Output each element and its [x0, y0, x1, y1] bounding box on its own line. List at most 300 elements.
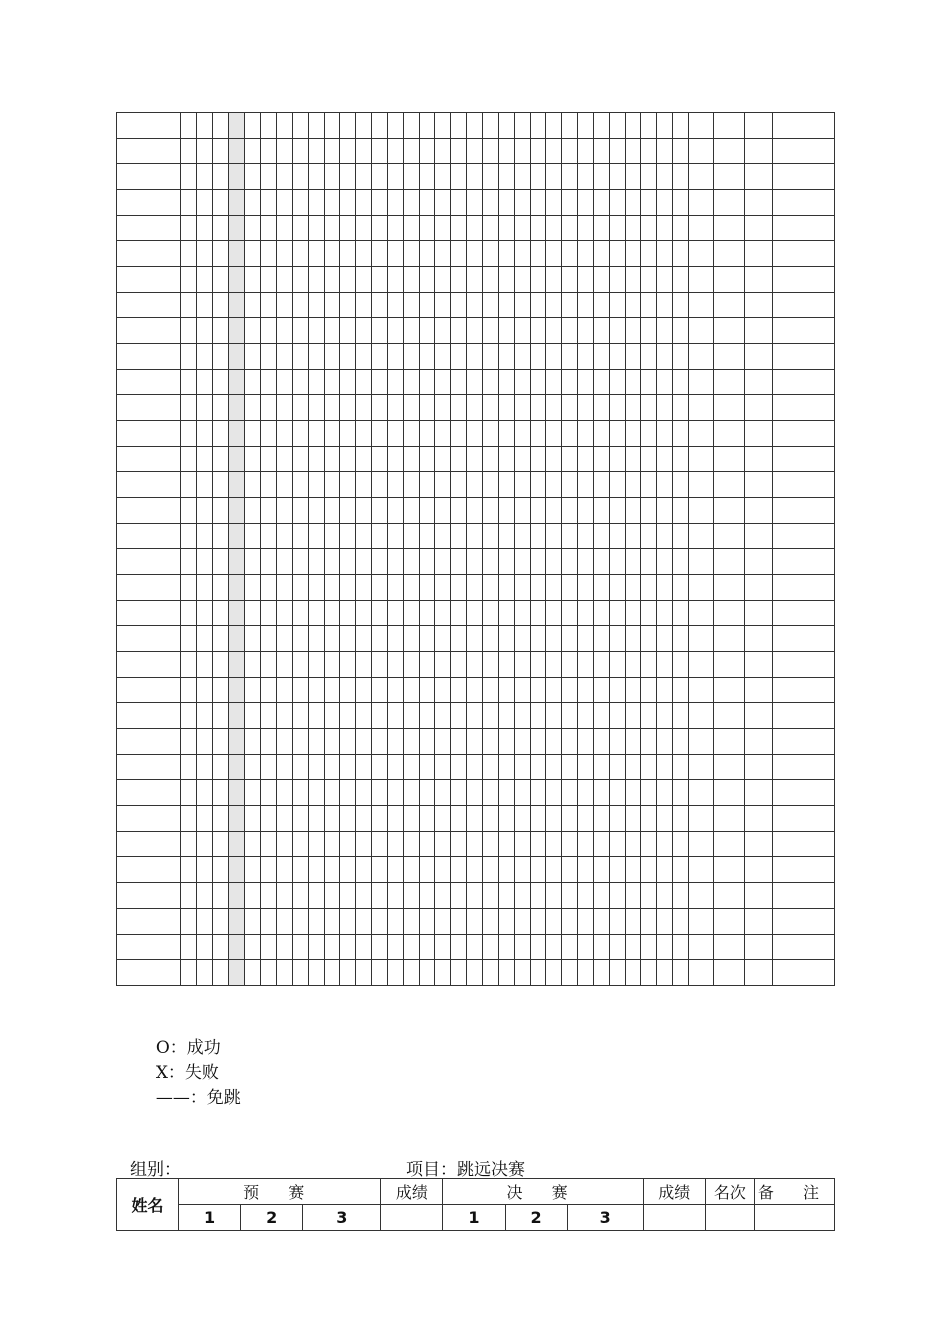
grid-cell[interactable]: [356, 498, 372, 524]
grid-cell[interactable]: [546, 113, 562, 139]
grid-cell[interactable]: [578, 626, 594, 652]
grid-cell[interactable]: [228, 754, 244, 780]
grid-cell[interactable]: [435, 215, 451, 241]
grid-cell[interactable]: [713, 883, 745, 909]
grid-cell[interactable]: [213, 831, 229, 857]
grid-cell[interactable]: [228, 421, 244, 447]
grid-cell[interactable]: [530, 600, 546, 626]
grid-cell[interactable]: [562, 754, 578, 780]
grid-cell[interactable]: [356, 703, 372, 729]
grid-cell[interactable]: [117, 395, 181, 421]
grid-cell[interactable]: [578, 369, 594, 395]
grid-cell[interactable]: [641, 523, 657, 549]
grid-cell[interactable]: [292, 190, 308, 216]
grid-cell[interactable]: [773, 960, 835, 986]
grid-cell[interactable]: [324, 369, 340, 395]
grid-cell[interactable]: [308, 395, 324, 421]
grid-cell[interactable]: [593, 523, 609, 549]
grid-cell[interactable]: [482, 421, 498, 447]
grid-cell[interactable]: [372, 267, 388, 293]
grid-cell[interactable]: [673, 780, 689, 806]
grid-cell[interactable]: [340, 292, 356, 318]
grid-cell[interactable]: [181, 241, 197, 267]
grid-cell[interactable]: [578, 934, 594, 960]
grid-cell[interactable]: [292, 241, 308, 267]
grid-cell[interactable]: [773, 523, 835, 549]
grid-cell[interactable]: [277, 857, 293, 883]
grid-cell[interactable]: [546, 395, 562, 421]
grid-cell[interactable]: [181, 138, 197, 164]
grid-cell[interactable]: [530, 523, 546, 549]
grid-cell[interactable]: [181, 421, 197, 447]
grid-cell[interactable]: [745, 575, 773, 601]
grid-cell[interactable]: [641, 113, 657, 139]
grid-cell[interactable]: [657, 498, 673, 524]
grid-cell[interactable]: [688, 215, 713, 241]
grid-cell[interactable]: [578, 113, 594, 139]
grid-cell[interactable]: [403, 369, 419, 395]
grid-cell[interactable]: [435, 831, 451, 857]
grid-cell[interactable]: [593, 780, 609, 806]
grid-cell[interactable]: [197, 703, 213, 729]
grid-cell[interactable]: [261, 857, 277, 883]
grid-cell[interactable]: [261, 652, 277, 678]
grid-cell[interactable]: [451, 446, 467, 472]
grid-cell[interactable]: [356, 677, 372, 703]
grid-cell[interactable]: [657, 883, 673, 909]
grid-cell[interactable]: [773, 241, 835, 267]
grid-cell[interactable]: [514, 164, 530, 190]
grid-cell[interactable]: [324, 113, 340, 139]
grid-cell[interactable]: [514, 138, 530, 164]
grid-cell[interactable]: [641, 267, 657, 293]
grid-cell[interactable]: [546, 831, 562, 857]
grid-cell[interactable]: [245, 652, 261, 678]
grid-cell[interactable]: [773, 652, 835, 678]
grid-cell[interactable]: [435, 677, 451, 703]
grid-cell[interactable]: [435, 600, 451, 626]
grid-cell[interactable]: [773, 498, 835, 524]
grid-cell[interactable]: [419, 369, 435, 395]
grid-cell[interactable]: [277, 549, 293, 575]
grid-cell[interactable]: [117, 908, 181, 934]
grid-cell[interactable]: [578, 215, 594, 241]
grid-cell[interactable]: [308, 883, 324, 909]
grid-cell[interactable]: [498, 600, 514, 626]
grid-cell[interactable]: [688, 344, 713, 370]
grid-cell[interactable]: [387, 421, 403, 447]
grid-cell[interactable]: [197, 369, 213, 395]
grid-cell[interactable]: [181, 369, 197, 395]
grid-cell[interactable]: [324, 190, 340, 216]
grid-cell[interactable]: [435, 164, 451, 190]
grid-cell[interactable]: [609, 626, 625, 652]
grid-cell[interactable]: [530, 908, 546, 934]
grid-cell[interactable]: [292, 754, 308, 780]
grid-cell[interactable]: [546, 523, 562, 549]
grid-cell[interactable]: [403, 703, 419, 729]
grid-cell[interactable]: [593, 908, 609, 934]
grid-cell[interactable]: [419, 113, 435, 139]
grid-cell[interactable]: [673, 549, 689, 575]
grid-cell[interactable]: [324, 523, 340, 549]
grid-cell[interactable]: [213, 267, 229, 293]
grid-cell[interactable]: [308, 369, 324, 395]
grid-cell[interactable]: [482, 652, 498, 678]
grid-cell[interactable]: [546, 241, 562, 267]
grid-cell[interactable]: [514, 677, 530, 703]
grid-cell[interactable]: [514, 831, 530, 857]
grid-cell[interactable]: [213, 729, 229, 755]
grid-cell[interactable]: [403, 754, 419, 780]
grid-cell[interactable]: [773, 831, 835, 857]
grid-cell[interactable]: [562, 857, 578, 883]
grid-cell[interactable]: [578, 421, 594, 447]
grid-cell[interactable]: [324, 138, 340, 164]
grid-cell[interactable]: [451, 292, 467, 318]
grid-cell[interactable]: [578, 703, 594, 729]
grid-cell[interactable]: [514, 318, 530, 344]
grid-cell[interactable]: [773, 421, 835, 447]
grid-cell[interactable]: [213, 292, 229, 318]
grid-cell[interactable]: [308, 267, 324, 293]
grid-cell[interactable]: [593, 549, 609, 575]
grid-cell[interactable]: [641, 215, 657, 241]
grid-cell[interactable]: [261, 421, 277, 447]
grid-cell[interactable]: [261, 472, 277, 498]
grid-cell[interactable]: [657, 215, 673, 241]
grid-cell[interactable]: [340, 600, 356, 626]
grid-cell[interactable]: [324, 395, 340, 421]
grid-cell[interactable]: [356, 831, 372, 857]
grid-cell[interactable]: [419, 626, 435, 652]
grid-cell[interactable]: [324, 883, 340, 909]
grid-cell[interactable]: [467, 831, 483, 857]
grid-cell[interactable]: [609, 190, 625, 216]
grid-cell[interactable]: [530, 703, 546, 729]
grid-cell[interactable]: [546, 369, 562, 395]
grid-cell[interactable]: [228, 241, 244, 267]
grid-cell[interactable]: [482, 498, 498, 524]
grid-cell[interactable]: [562, 729, 578, 755]
grid-cell[interactable]: [213, 703, 229, 729]
grid-cell[interactable]: [578, 908, 594, 934]
grid-cell[interactable]: [641, 754, 657, 780]
grid-cell[interactable]: [451, 215, 467, 241]
grid-cell[interactable]: [451, 190, 467, 216]
grid-cell[interactable]: [482, 883, 498, 909]
grid-cell[interactable]: [228, 652, 244, 678]
grid-cell[interactable]: [277, 446, 293, 472]
grid-cell[interactable]: [213, 677, 229, 703]
grid-cell[interactable]: [435, 652, 451, 678]
grid-cell[interactable]: [641, 729, 657, 755]
grid-cell[interactable]: [277, 523, 293, 549]
grid-cell[interactable]: [482, 857, 498, 883]
grid-cell[interactable]: [435, 344, 451, 370]
grid-cell[interactable]: [403, 934, 419, 960]
grid-cell[interactable]: [625, 600, 641, 626]
grid-cell[interactable]: [625, 883, 641, 909]
grid-cell[interactable]: [467, 754, 483, 780]
grid-cell[interactable]: [403, 831, 419, 857]
grid-cell[interactable]: [482, 600, 498, 626]
grid-cell[interactable]: [356, 164, 372, 190]
grid-cell[interactable]: [451, 421, 467, 447]
grid-cell[interactable]: [593, 703, 609, 729]
grid-cell[interactable]: [356, 318, 372, 344]
grid-cell[interactable]: [451, 831, 467, 857]
grid-cell[interactable]: [419, 960, 435, 986]
grid-cell[interactable]: [482, 754, 498, 780]
grid-cell[interactable]: [688, 549, 713, 575]
grid-cell[interactable]: [688, 575, 713, 601]
grid-cell[interactable]: [657, 113, 673, 139]
grid-cell[interactable]: [593, 344, 609, 370]
grid-cell[interactable]: [213, 138, 229, 164]
grid-cell[interactable]: [292, 318, 308, 344]
grid-cell[interactable]: [213, 652, 229, 678]
grid-cell[interactable]: [213, 421, 229, 447]
grid-cell[interactable]: [356, 241, 372, 267]
grid-cell[interactable]: [117, 138, 181, 164]
grid-cell[interactable]: [292, 164, 308, 190]
grid-cell[interactable]: [419, 652, 435, 678]
grid-cell[interactable]: [688, 908, 713, 934]
grid-cell[interactable]: [657, 369, 673, 395]
grid-cell[interactable]: [308, 549, 324, 575]
grid-cell[interactable]: [713, 318, 745, 344]
grid-cell[interactable]: [578, 344, 594, 370]
grid-cell[interactable]: [419, 241, 435, 267]
grid-cell[interactable]: [641, 883, 657, 909]
grid-cell[interactable]: [403, 344, 419, 370]
grid-cell[interactable]: [419, 883, 435, 909]
grid-cell[interactable]: [387, 857, 403, 883]
grid-cell[interactable]: [609, 729, 625, 755]
grid-cell[interactable]: [372, 677, 388, 703]
grid-cell[interactable]: [451, 549, 467, 575]
grid-cell[interactable]: [498, 908, 514, 934]
grid-cell[interactable]: [213, 369, 229, 395]
grid-cell[interactable]: [308, 934, 324, 960]
grid-cell[interactable]: [213, 164, 229, 190]
grid-cell[interactable]: [625, 318, 641, 344]
grid-cell[interactable]: [641, 421, 657, 447]
grid-cell[interactable]: [292, 831, 308, 857]
grid-cell[interactable]: [308, 831, 324, 857]
grid-cell[interactable]: [514, 857, 530, 883]
grid-cell[interactable]: [514, 113, 530, 139]
grid-cell[interactable]: [228, 934, 244, 960]
grid-cell[interactable]: [245, 113, 261, 139]
grid-cell[interactable]: [245, 190, 261, 216]
grid-cell[interactable]: [625, 780, 641, 806]
grid-cell[interactable]: [514, 806, 530, 832]
grid-cell[interactable]: [609, 215, 625, 241]
grid-cell[interactable]: [773, 883, 835, 909]
grid-cell[interactable]: [387, 190, 403, 216]
grid-cell[interactable]: [419, 164, 435, 190]
grid-cell[interactable]: [773, 318, 835, 344]
grid-cell[interactable]: [117, 729, 181, 755]
grid-cell[interactable]: [745, 754, 773, 780]
grid-cell[interactable]: [688, 729, 713, 755]
grid-cell[interactable]: [609, 318, 625, 344]
grid-cell[interactable]: [213, 318, 229, 344]
grid-cell[interactable]: [498, 267, 514, 293]
grid-cell[interactable]: [181, 113, 197, 139]
grid-cell[interactable]: [498, 960, 514, 986]
grid-cell[interactable]: [213, 523, 229, 549]
grid-cell[interactable]: [451, 806, 467, 832]
grid-cell[interactable]: [530, 472, 546, 498]
grid-cell[interactable]: [117, 190, 181, 216]
grid-cell[interactable]: [292, 729, 308, 755]
grid-cell[interactable]: [546, 883, 562, 909]
grid-cell[interactable]: [593, 626, 609, 652]
grid-cell[interactable]: [482, 369, 498, 395]
grid-cell[interactable]: [641, 626, 657, 652]
grid-cell[interactable]: [292, 806, 308, 832]
grid-cell[interactable]: [387, 754, 403, 780]
grid-cell[interactable]: [372, 344, 388, 370]
grid-cell[interactable]: [181, 446, 197, 472]
grid-cell[interactable]: [578, 729, 594, 755]
grid-cell[interactable]: [713, 626, 745, 652]
grid-cell[interactable]: [625, 960, 641, 986]
grid-cell[interactable]: [773, 600, 835, 626]
grid-cell[interactable]: [688, 857, 713, 883]
grid-cell[interactable]: [773, 190, 835, 216]
grid-cell[interactable]: [197, 806, 213, 832]
grid-cell[interactable]: [657, 138, 673, 164]
grid-cell[interactable]: [482, 703, 498, 729]
grid-cell[interactable]: [181, 164, 197, 190]
grid-cell[interactable]: [773, 472, 835, 498]
grid-cell[interactable]: [213, 626, 229, 652]
grid-cell[interactable]: [277, 960, 293, 986]
grid-cell[interactable]: [419, 575, 435, 601]
grid-cell[interactable]: [372, 600, 388, 626]
grid-cell[interactable]: [308, 498, 324, 524]
grid-cell[interactable]: [117, 421, 181, 447]
grid-cell[interactable]: [181, 626, 197, 652]
grid-cell[interactable]: [546, 780, 562, 806]
grid-cell[interactable]: [403, 395, 419, 421]
grid-cell[interactable]: [482, 113, 498, 139]
grid-cell[interactable]: [688, 113, 713, 139]
grid-cell[interactable]: [530, 754, 546, 780]
grid-cell[interactable]: [403, 626, 419, 652]
grid-cell[interactable]: [498, 138, 514, 164]
grid-cell[interactable]: [451, 267, 467, 293]
grid-cell[interactable]: [228, 600, 244, 626]
grid-cell[interactable]: [419, 754, 435, 780]
grid-cell[interactable]: [324, 575, 340, 601]
grid-cell[interactable]: [245, 934, 261, 960]
grid-cell[interactable]: [609, 523, 625, 549]
grid-cell[interactable]: [745, 626, 773, 652]
grid-cell[interactable]: [578, 523, 594, 549]
grid-cell[interactable]: [340, 831, 356, 857]
grid-cell[interactable]: [197, 831, 213, 857]
grid-cell[interactable]: [467, 626, 483, 652]
grid-cell[interactable]: [292, 780, 308, 806]
grid-cell[interactable]: [213, 806, 229, 832]
grid-cell[interactable]: [197, 883, 213, 909]
grid-cell[interactable]: [745, 267, 773, 293]
grid-cell[interactable]: [593, 883, 609, 909]
grid-cell[interactable]: [277, 113, 293, 139]
grid-cell[interactable]: [609, 395, 625, 421]
grid-cell[interactable]: [277, 344, 293, 370]
grid-cell[interactable]: [467, 369, 483, 395]
grid-cell[interactable]: [498, 780, 514, 806]
grid-cell[interactable]: [387, 652, 403, 678]
grid-cell[interactable]: [308, 472, 324, 498]
grid-cell[interactable]: [546, 857, 562, 883]
grid-cell[interactable]: [578, 652, 594, 678]
grid-cell[interactable]: [387, 498, 403, 524]
grid-cell[interactable]: [498, 421, 514, 447]
grid-cell[interactable]: [387, 831, 403, 857]
grid-cell[interactable]: [546, 267, 562, 293]
grid-cell[interactable]: [546, 908, 562, 934]
grid-cell[interactable]: [277, 831, 293, 857]
grid-cell[interactable]: [261, 138, 277, 164]
grid-cell[interactable]: [213, 600, 229, 626]
grid-cell[interactable]: [773, 267, 835, 293]
grid-cell[interactable]: [356, 421, 372, 447]
grid-cell[interactable]: [514, 498, 530, 524]
grid-cell[interactable]: [277, 498, 293, 524]
grid-cell[interactable]: [451, 472, 467, 498]
grid-cell[interactable]: [213, 215, 229, 241]
grid-cell[interactable]: [356, 446, 372, 472]
grid-cell[interactable]: [482, 138, 498, 164]
grid-cell[interactable]: [546, 677, 562, 703]
grid-cell[interactable]: [773, 164, 835, 190]
grid-cell[interactable]: [340, 113, 356, 139]
grid-cell[interactable]: [641, 344, 657, 370]
grid-cell[interactable]: [435, 908, 451, 934]
grid-cell[interactable]: [625, 215, 641, 241]
grid-cell[interactable]: [261, 113, 277, 139]
grid-cell[interactable]: [530, 780, 546, 806]
grid-cell[interactable]: [641, 369, 657, 395]
grid-cell[interactable]: [498, 241, 514, 267]
grid-cell[interactable]: [530, 498, 546, 524]
grid-cell[interactable]: [117, 652, 181, 678]
grid-cell[interactable]: [657, 806, 673, 832]
grid-cell[interactable]: [641, 318, 657, 344]
grid-cell[interactable]: [593, 215, 609, 241]
grid-cell[interactable]: [593, 138, 609, 164]
grid-cell[interactable]: [688, 421, 713, 447]
grid-cell[interactable]: [324, 754, 340, 780]
grid-cell[interactable]: [340, 344, 356, 370]
grid-cell[interactable]: [482, 472, 498, 498]
grid-cell[interactable]: [213, 780, 229, 806]
grid-cell[interactable]: [609, 806, 625, 832]
grid-cell[interactable]: [435, 857, 451, 883]
grid-cell[interactable]: [117, 446, 181, 472]
grid-cell[interactable]: [117, 703, 181, 729]
grid-cell[interactable]: [387, 446, 403, 472]
grid-cell[interactable]: [688, 241, 713, 267]
grid-cell[interactable]: [673, 626, 689, 652]
